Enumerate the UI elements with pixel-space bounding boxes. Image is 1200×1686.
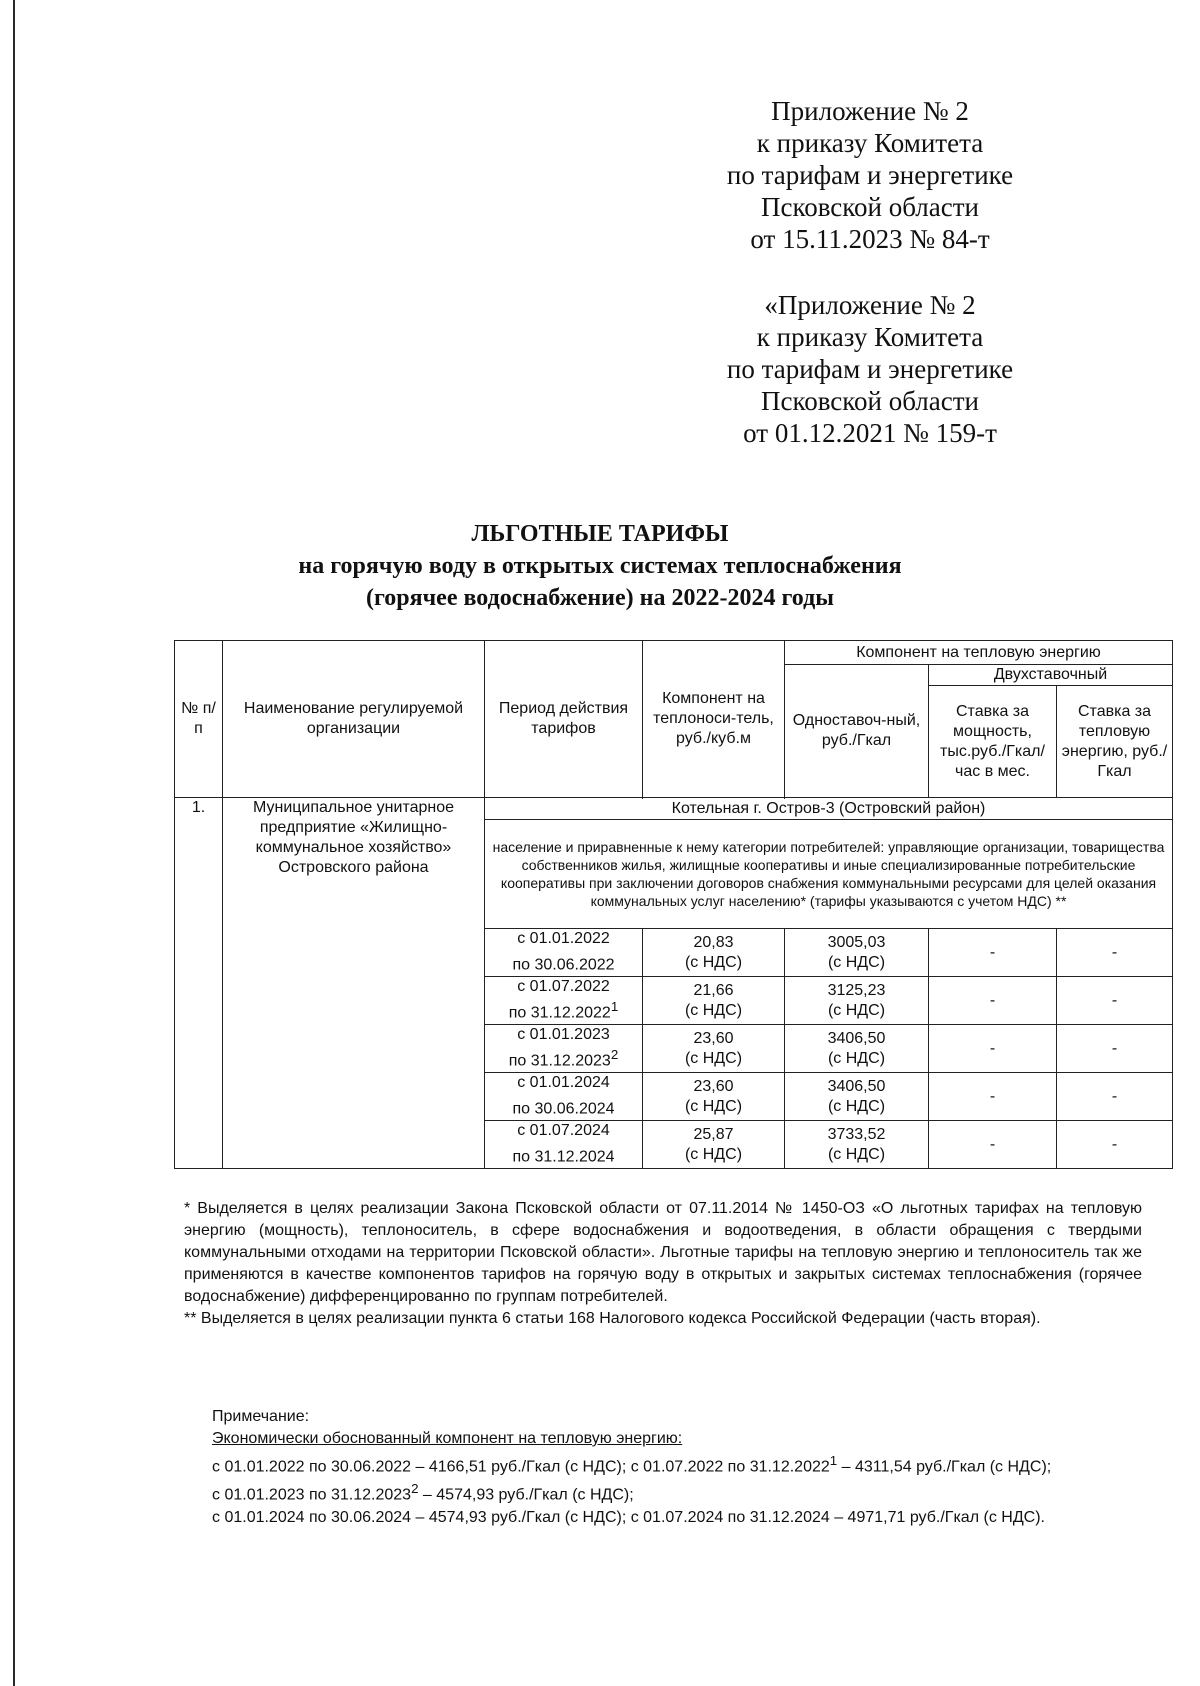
capacity-rate-cell: - xyxy=(929,977,1057,1025)
energy-rate-cell: - xyxy=(1057,1025,1173,1073)
document-title xyxy=(170,518,1030,614)
note-line: с 01.01.2024 по 30.06.2024 – 4574,93 руб./Гкал (с НДС); с 01.07.2024 по 31.12.2024 – 4971,71 руб./Гкал (с НДС). xyxy=(212,1508,1045,1526)
original-line: к приказу Комитета xyxy=(756,322,984,352)
header-gap xyxy=(700,255,1040,289)
header-two-rate: Двухставочный xyxy=(929,665,1173,686)
period-cell: с 01.01.2022 по 30.06.2022 xyxy=(485,929,643,977)
original-line: Псковской области xyxy=(760,386,979,416)
energy-rate-cell: - xyxy=(1057,1121,1173,1169)
note-line: с 01.01.2023 по 31.12.2023$^2$ – 4574,93 руб./Гкал (с НДС); xyxy=(212,1481,634,1504)
approval-line: Приложение № 2 xyxy=(771,96,969,126)
note-line: с 01.01.2022 по 30.06.2022 – 4166,51 руб./Гкал (с НДС); с 01.07.2022 по 31.12.2022$^1$ – 4311,54 руб./Гкал (с НДС); xyxy=(212,1453,1052,1476)
consumer-category: население и приравненные к нему категории потребителей: управляющие организации, товарищества собственников жилья, жилищные кооперативы и иные специализированные потребительские кооперативы при заключении договоров снабжения коммунальными ресурсами для целей оказания коммунальных услуг населению* (тарифы указываются с учетом НДС) ** xyxy=(485,820,1173,929)
carrier-cell: 23,60 (с НДС) xyxy=(643,1025,785,1073)
header-heat-group: Компонент на тепловую энергию xyxy=(785,641,1173,665)
energy-rate-cell: - xyxy=(1057,1073,1173,1121)
footnote-star2: ** Выделяется в целях реализации пункта 6 статьи 168 Налогового кодекса Российской Федерации (часть вторая). xyxy=(184,1310,1041,1327)
approval-line: Псковской области xyxy=(760,192,979,222)
capacity-rate-cell: - xyxy=(929,1073,1057,1121)
capacity-rate-cell: - xyxy=(929,1025,1057,1073)
header-num: № п/п xyxy=(175,641,223,798)
title-line: на горячую воду в открытых системах теплоснабжения xyxy=(298,553,902,579)
note-block xyxy=(184,1406,1142,1529)
original-line: по тарифам и энергетике xyxy=(726,354,1014,384)
period-cell: с 01.07.2022 по 31.12.2022$^1$ xyxy=(485,977,643,1025)
single-rate-cell: 3125,23 (с НДС) xyxy=(785,977,929,1025)
single-rate-cell: 3406,50 (с НДС) xyxy=(785,1025,929,1073)
header-period: Период действия тарифов xyxy=(485,641,643,798)
footnote-star1: * Выделяется в целях реализации Закона Псковской области от 07.11.2014 № 1450-ОЗ «О льготных тарифах на тепловую энергию (мощность), теплоноситель, в сфере водоснабжения и водоотведения, в области обращения с твердыми коммунальными отходами на территории Псковской области». Льготные тарифы на тепловую энергию и теплоноситель так же применяются в качестве компонентов тарифов на горячую воду в открытых и закрытых системах теплоснабжения (горячее водоснабжение) дифференцированно по группам потребителей. xyxy=(184,1200,1142,1305)
carrier-cell: 20,83 (с НДС) xyxy=(643,929,785,977)
capacity-rate-cell: - xyxy=(929,1121,1057,1169)
row-number: 1. xyxy=(175,798,223,1169)
title-line: (горячее водоснабжение) на 2022-2024 годы xyxy=(366,585,834,611)
scan-edge-line xyxy=(13,0,15,1686)
approval-line: от 15.11.2023 № 84-т xyxy=(750,224,990,254)
carrier-cell: 25,87 (с НДС) xyxy=(643,1121,785,1169)
capacity-rate-cell: - xyxy=(929,929,1057,977)
single-rate-cell: 3733,52 (с НДС) xyxy=(785,1121,929,1169)
organization-name: Муниципальное унитарное предприятие «Жилищно-коммунальное хозяйство» Островского района xyxy=(223,798,485,1169)
single-rate-cell: 3406,50 (с НДС) xyxy=(785,1073,929,1121)
header-org-name: Наименование регулируемой организации xyxy=(223,641,485,798)
approval-header xyxy=(700,95,1040,449)
note-heading: Примечание: xyxy=(212,1408,310,1425)
approval-line: по тарифам и энергетике xyxy=(726,160,1014,190)
tariff-table xyxy=(174,640,1173,1169)
boiler-house: Котельная г. Остров-3 (Островский район) xyxy=(485,798,1173,820)
footnotes xyxy=(184,1198,1142,1330)
header-energy-rate: Ставка за тепловую энергию, руб./Гкал xyxy=(1057,686,1173,798)
period-cell: с 01.01.2023 по 31.12.2023$^2$ xyxy=(485,1025,643,1073)
header-single-rate: Одноставоч-ный, руб./Гкал xyxy=(785,665,929,798)
energy-rate-cell: - xyxy=(1057,929,1173,977)
note-subheading: Экономически обоснованный компонент на тепловую энергию: xyxy=(212,1430,683,1447)
title-line: ЛЬГОТНЫЕ ТАРИФЫ xyxy=(471,521,729,547)
carrier-cell: 21,66 (с НДС) xyxy=(643,977,785,1025)
header-carrier: Компонент на теплоноси-тель, руб./куб.м xyxy=(643,641,785,798)
carrier-cell: 23,60 (с НДС) xyxy=(643,1073,785,1121)
single-rate-cell: 3005,03 (с НДС) xyxy=(785,929,929,977)
approval-line: к приказу Комитета xyxy=(756,128,984,158)
period-cell: с 01.01.2024 по 30.06.2024 xyxy=(485,1073,643,1121)
original-line: «Приложение № 2 xyxy=(764,290,976,320)
header-capacity-rate: Ставка за мощность, тыс.руб./Гкал/час в мес. xyxy=(929,686,1057,798)
energy-rate-cell: - xyxy=(1057,977,1173,1025)
original-line: от 01.12.2021 № 159-т xyxy=(743,418,997,448)
period-cell: с 01.07.2024 по 31.12.2024 xyxy=(485,1121,643,1169)
